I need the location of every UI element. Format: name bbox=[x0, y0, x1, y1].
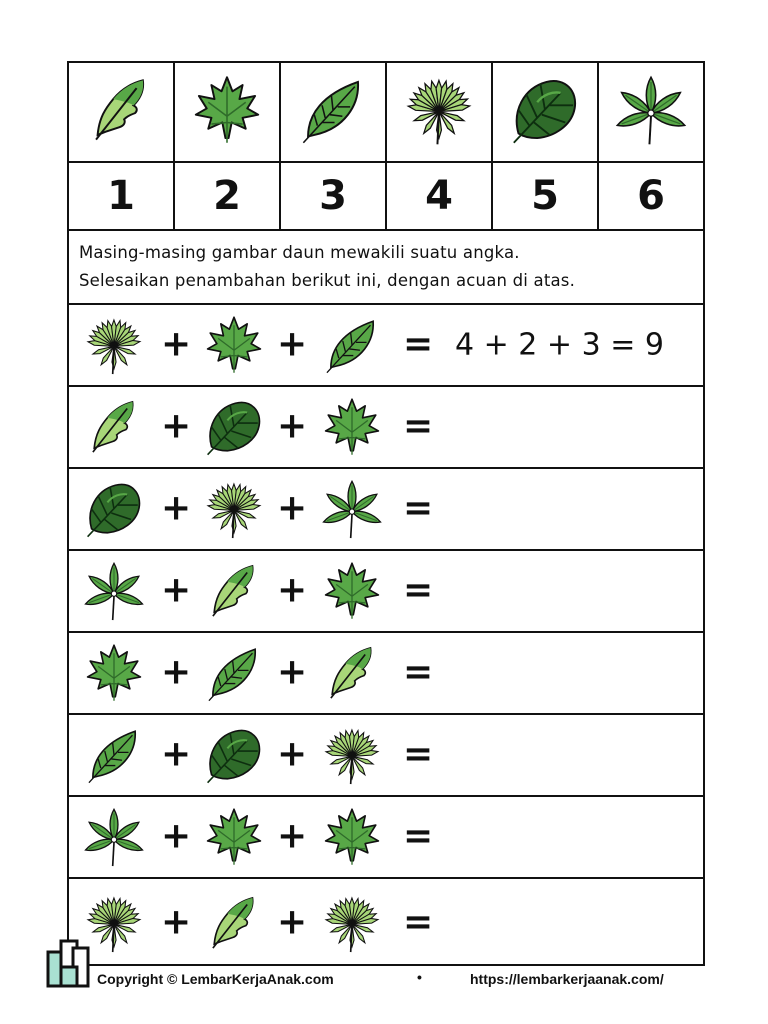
problem-row-6 bbox=[69, 715, 703, 797]
elm-leaf-icon bbox=[294, 71, 372, 149]
leaf-slot bbox=[201, 394, 267, 460]
monstera-leaf-icon bbox=[201, 722, 267, 788]
equals-sign: = bbox=[403, 901, 434, 943]
oak-leaf-icon bbox=[201, 558, 267, 624]
plus-sign: + bbox=[277, 651, 308, 693]
key-number-6: 6 bbox=[637, 173, 665, 219]
key-cell-6 bbox=[599, 63, 703, 161]
leaf-slot bbox=[201, 476, 267, 542]
problem-row-5 bbox=[69, 633, 703, 715]
chestnut-leaf-icon bbox=[81, 558, 147, 624]
problem-row-1 bbox=[69, 305, 703, 387]
plus-sign: + bbox=[161, 569, 192, 611]
plus-sign: + bbox=[161, 815, 192, 857]
answer-field[interactable]: 4 + 2 + 3 = 9 bbox=[455, 327, 664, 363]
worksheet bbox=[67, 61, 705, 966]
leaf-slot bbox=[319, 558, 385, 624]
leaf-slot bbox=[319, 722, 385, 788]
elm-leaf-icon bbox=[201, 640, 267, 706]
oak-leaf-icon bbox=[319, 640, 385, 706]
key-number-4: 4 bbox=[425, 173, 453, 219]
leaf-slot bbox=[81, 312, 147, 378]
instruction-line-2: Selesaikan penambahan berikut ini, dengan acuan di atas. bbox=[79, 271, 576, 290]
leaf-slot bbox=[319, 640, 385, 706]
problem-list bbox=[69, 305, 703, 966]
elm-leaf-icon bbox=[319, 312, 385, 378]
leaf-slot bbox=[201, 640, 267, 706]
equals-sign: = bbox=[403, 651, 434, 693]
leaf-slot bbox=[81, 394, 147, 460]
plus-sign: + bbox=[161, 323, 192, 365]
problem-row-7 bbox=[69, 797, 703, 879]
monstera-leaf-icon bbox=[506, 71, 584, 149]
maple-leaf-icon bbox=[188, 71, 266, 149]
elm-leaf-icon bbox=[81, 722, 147, 788]
leaf-slot bbox=[81, 558, 147, 624]
plus-sign: + bbox=[161, 487, 192, 529]
leaf-slot bbox=[319, 394, 385, 460]
plus-sign: + bbox=[277, 901, 308, 943]
maple-leaf-icon bbox=[319, 394, 385, 460]
chestnut-leaf-icon bbox=[612, 71, 690, 149]
equals-sign: = bbox=[403, 405, 434, 447]
chestnut-leaf-icon bbox=[81, 804, 147, 870]
leaf-slot bbox=[201, 890, 267, 956]
plus-sign: + bbox=[277, 569, 308, 611]
website-link[interactable]: https://lembarkerjaanak.com/ bbox=[470, 971, 664, 987]
palm-leaf-icon bbox=[81, 312, 147, 378]
problem-row-3 bbox=[69, 469, 703, 551]
oak-leaf-icon bbox=[82, 71, 160, 149]
key-cell-4 bbox=[387, 63, 493, 161]
plus-sign: + bbox=[277, 405, 308, 447]
leaf-slot bbox=[81, 804, 147, 870]
leaf-slot bbox=[201, 804, 267, 870]
equals-sign: = bbox=[403, 569, 434, 611]
plus-sign: + bbox=[161, 651, 192, 693]
chestnut-leaf-icon bbox=[319, 476, 385, 542]
key-number-5: 5 bbox=[531, 173, 559, 219]
leaf-slot bbox=[81, 476, 147, 542]
leaf-slot bbox=[81, 640, 147, 706]
key-cell-5 bbox=[493, 63, 599, 161]
equals-sign: = bbox=[403, 815, 434, 857]
instruction-line-1: Masing-masing gambar daun mewakili suatu angka. bbox=[79, 243, 520, 262]
leaf-slot bbox=[81, 722, 147, 788]
lembar-kerja-anak-logo-icon bbox=[45, 938, 91, 990]
maple-leaf-icon bbox=[201, 312, 267, 378]
footer bbox=[0, 968, 768, 998]
key-number-3: 3 bbox=[319, 173, 347, 219]
oak-leaf-icon bbox=[201, 890, 267, 956]
leaf-slot bbox=[201, 722, 267, 788]
plus-sign: + bbox=[161, 405, 192, 447]
equals-sign: = bbox=[403, 323, 434, 365]
leaf-slot bbox=[319, 476, 385, 542]
key-number-1: 1 bbox=[107, 173, 135, 219]
leaf-slot bbox=[82, 71, 160, 153]
maple-leaf-icon bbox=[319, 558, 385, 624]
maple-leaf-icon bbox=[201, 804, 267, 870]
plus-sign: + bbox=[161, 733, 192, 775]
number-key-row bbox=[69, 163, 703, 231]
leaf-slot bbox=[188, 71, 266, 153]
palm-leaf-icon bbox=[319, 722, 385, 788]
equals-sign: = bbox=[403, 733, 434, 775]
plus-sign: + bbox=[277, 733, 308, 775]
instructions bbox=[69, 231, 703, 305]
key-cell-3 bbox=[281, 63, 387, 161]
leaf-slot bbox=[294, 71, 372, 153]
plus-sign: + bbox=[277, 487, 308, 529]
plus-sign: + bbox=[277, 323, 308, 365]
key-cell-1 bbox=[69, 63, 175, 161]
palm-leaf-icon bbox=[201, 476, 267, 542]
palm-leaf-icon bbox=[319, 890, 385, 956]
leaf-slot bbox=[319, 890, 385, 956]
key-number-2: 2 bbox=[213, 173, 241, 219]
palm-leaf-icon bbox=[400, 71, 478, 149]
leaf-slot bbox=[506, 71, 584, 153]
leaf-slot bbox=[400, 71, 478, 153]
problem-row-8 bbox=[69, 879, 703, 966]
problem-row-2 bbox=[69, 387, 703, 469]
leaf-slot bbox=[319, 312, 385, 378]
leaf-slot bbox=[201, 558, 267, 624]
leaf-key-row bbox=[69, 63, 703, 163]
monstera-leaf-icon bbox=[81, 476, 147, 542]
oak-leaf-icon bbox=[81, 394, 147, 460]
footer-separator: • bbox=[417, 969, 422, 985]
monstera-leaf-icon bbox=[201, 394, 267, 460]
leaf-slot bbox=[319, 804, 385, 870]
copyright-text: Copyright © LembarKerjaAnak.com bbox=[97, 971, 334, 987]
maple-leaf-icon bbox=[81, 640, 147, 706]
problem-row-4 bbox=[69, 551, 703, 633]
maple-leaf-icon bbox=[319, 804, 385, 870]
leaf-slot bbox=[612, 71, 690, 153]
plus-sign: + bbox=[161, 901, 192, 943]
leaf-slot bbox=[201, 312, 267, 378]
plus-sign: + bbox=[277, 815, 308, 857]
equals-sign: = bbox=[403, 487, 434, 529]
key-cell-2 bbox=[175, 63, 281, 161]
